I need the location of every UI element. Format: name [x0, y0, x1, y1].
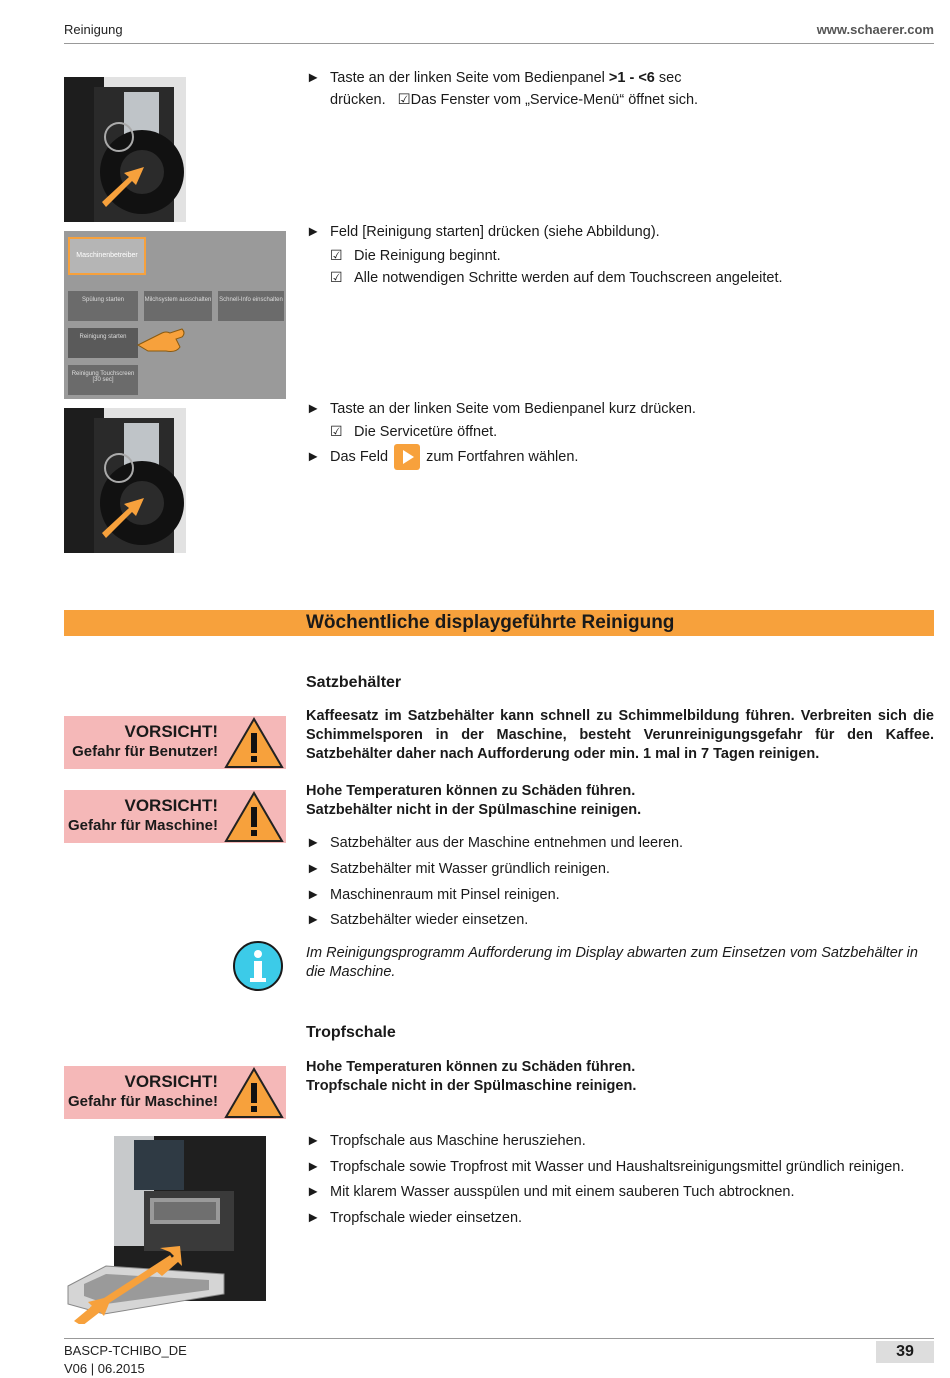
warning-triangle-icon — [224, 791, 284, 843]
footer-version: V06 | 06.2015 — [64, 1361, 145, 1376]
warning-temp-tropf-line2: Tropfschale nicht in der Spülmaschine reinigen. — [306, 1078, 637, 1094]
touchscreen-photo — [64, 231, 286, 399]
step-open-service-menu: ► Taste an der linken Seite vom Bedienpanel >1 - <6 sec — [306, 70, 682, 86]
info-icon — [232, 940, 284, 992]
heading-satzbehaelter: Satzbehälter — [306, 674, 402, 691]
screen-button-rinse: Spülung starten — [68, 291, 138, 321]
warning-temp-satz-line1: Hohe Temperaturen können zu Schäden führen. — [306, 783, 636, 799]
warning-triangle-icon — [224, 717, 284, 769]
machine-button-photo-1 — [64, 77, 186, 222]
warning-user: VORSICHT! Gefahr für Benutzer! — [64, 716, 286, 769]
screen-button-start-cleaning: Reinigung starten — [68, 328, 138, 358]
screen-button-touchscreen-clean: Reinigung Touchscreen [30 sec] — [68, 365, 138, 395]
satz-step-1: ► Satzbehälter aus der Maschine entnehmen und leeren. — [306, 835, 684, 851]
step-press-button-short: ► Taste an der linken Seite vom Bedienpanel kurz drücken. — [306, 401, 696, 417]
screen-button-quickinfo: Schnell-Info einschalten — [218, 291, 284, 321]
warning-temp-satz-line2: Satzbehälter nicht in der Spülmaschine reinigen. — [306, 802, 642, 818]
footer-doc-id: BASCP-TCHIBO_DE — [64, 1343, 187, 1358]
page-number: 39 — [876, 1341, 934, 1363]
step-open-service-menu-line2: drücken. ☑Das Fenster vom „Service-Menü“ öffnet sich. — [330, 92, 699, 108]
result-steps-guided: ☑ Alle notwendigen Schritte werden auf dem Touchscreen angeleitet. — [330, 266, 783, 289]
satz-step-2: ► Satzbehälter mit Wasser gründlich reinigen. — [306, 861, 610, 877]
result-door-opens: ☑ Die Servicetüre öffnet. — [330, 420, 497, 443]
machine-button-photo-2 — [64, 408, 186, 553]
warning-triangle-icon — [224, 1067, 284, 1119]
step-start-cleaning: ► Feld [Reinigung starten] drücken (siehe Abbildung). — [306, 224, 660, 240]
warning-mold-text: Kaffeesatz im Satzbehälter kann schnell zu Schimmelbildung führen. Verbreiten sich die Schimmelsporen in der Maschine, besteht Verunreinigungsgefahr für den Kaffee. Satzbehälter daher nach Aufforderung oder min. 1 mal in 7 Tagen reinigen. — [306, 708, 934, 762]
play-icon — [394, 444, 420, 470]
pointing-hand-icon — [136, 319, 186, 359]
tropf-step-1: ► Tropfschale aus Maschine herusziehen. — [306, 1133, 586, 1149]
satz-step-3: ► Maschinenraum mit Pinsel reinigen. — [306, 887, 560, 903]
header-section: Reinigung — [64, 22, 123, 37]
screen-tab-operator: Maschinenbetreiber — [68, 237, 146, 275]
section-title: Wöchentliche displaygeführte Reinigung — [306, 612, 675, 633]
header-website[interactable]: www.schaerer.com — [816, 22, 934, 37]
footer-rule — [64, 1338, 934, 1339]
checkbox-icon: ☑ — [330, 423, 343, 439]
checkbox-icon: ☑ — [330, 247, 343, 263]
step-continue: ► Das Feld zum Fortfahren wählen. — [306, 444, 578, 470]
satz-step-4: ► Satzbehälter wieder einsetzen. — [306, 912, 529, 928]
screen-button-milk: Milchsystem ausschalten — [144, 291, 212, 321]
drip-tray-photo — [64, 1136, 286, 1324]
header-rule — [64, 43, 934, 44]
result-cleaning-starts: ☑ Die Reinigung beginnt. — [330, 244, 501, 267]
tropf-step-4: ► Tropfschale wieder einsetzen. — [306, 1210, 523, 1226]
tropf-step-2: ► Tropfschale sowie Tropfrost mit Wasser und Haushaltsreinigungsmittel gründlich reinigen. — [306, 1159, 905, 1175]
warning-machine-2: VORSICHT! Gefahr für Maschine! — [64, 1066, 286, 1119]
checkbox-icon: ☑ — [330, 269, 343, 285]
heading-tropfschale: Tropfschale — [306, 1024, 396, 1041]
warning-machine-1: VORSICHT! Gefahr für Maschine! — [64, 790, 286, 843]
warning-temp-tropf-line1: Hohe Temperaturen können zu Schäden führen. — [306, 1059, 636, 1075]
checkbox-icon: ☑ — [397, 92, 411, 108]
tropf-step-3: ► Mit klarem Wasser ausspülen und mit einem sauberen Tuch abtrocknen. — [306, 1184, 795, 1200]
info-note: Im Reinigungsprogramm Aufforderung im Display abwarten zum Einsetzen vom Satzbehälter in die Maschine. — [306, 945, 918, 980]
